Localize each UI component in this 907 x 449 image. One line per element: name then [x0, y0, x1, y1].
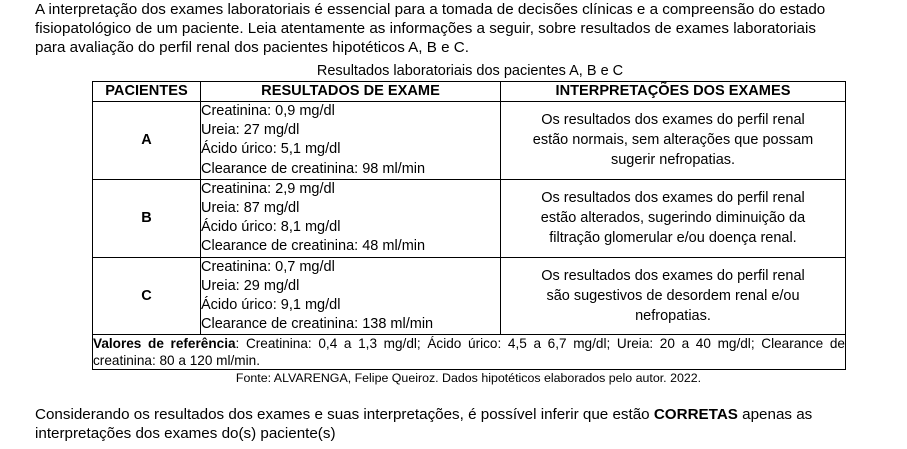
- results-cell: [201, 257, 501, 335]
- result-line: Clearance de creatinina: 48 ml/min: [201, 238, 426, 255]
- interpretation-line: sugerir nefropatias.: [610, 152, 736, 169]
- patient-label: C: [93, 257, 201, 335]
- interpretation-line: estão alterados, sugerindo diminuição da: [540, 210, 806, 227]
- interpretation-line: Os resultados dos exames do perfil renal: [541, 190, 805, 207]
- header-patients: PACIENTES: [93, 82, 201, 102]
- result-line: Ureia: 87 mg/dl: [201, 200, 300, 217]
- results-cell: [201, 179, 501, 257]
- result-line: Clearance de creatinina: 138 ml/min: [201, 316, 434, 333]
- question-text: [35, 405, 895, 443]
- question-emphasis: CORRETAS: [653, 406, 738, 423]
- result-line: Creatinina: 0,9 mg/dl: [201, 103, 335, 119]
- header-interpretations: INTERPRETAÇÕES DOS EXAMES: [501, 82, 846, 102]
- interpretation-cell: [501, 257, 846, 335]
- interpretation-cell: [501, 102, 846, 180]
- question-line: [35, 405, 895, 424]
- header-results: RESULTADOS DE EXAME: [201, 82, 501, 102]
- results-cell: [201, 102, 501, 180]
- reference-values-row: [93, 335, 846, 370]
- reference-text: : Creatinina: 0,4 a 1,3 mg/dl; Ácido úrico: 4,5 a 6,7 mg/dl; Ureia: 20 a 40 mg/dl; Clearance de creatinina: 80 a 120 ml/min.: [93, 336, 845, 369]
- patient-label: B: [93, 179, 201, 257]
- table-row-patient-c: [93, 257, 846, 335]
- result-line: Clearance de creatinina: 98 ml/min: [201, 160, 426, 177]
- question-before: Considerando os resultados dos exames e suas interpretações, é possível inferir que estão: [35, 406, 654, 423]
- table-row-patient-b: [93, 179, 846, 257]
- table-header-row: [93, 82, 846, 102]
- intro-line: fisiopatológico de um paciente. Leia atentamente as informações a seguir, sobre resultados de exames laboratoriais: [35, 20, 816, 37]
- intro-paragraph: [35, 0, 895, 57]
- result-line: Ureia: 27 mg/dl: [201, 122, 300, 139]
- table-source: Fonte: ALVARENGA, Felipe Queiroz. Dados hipotéticos elaborados pelo autor. 2022.: [235, 371, 702, 385]
- reference-label: Valores de referência: [93, 336, 236, 352]
- result-line: Ácido úrico: 9,1 mg/dl: [201, 297, 341, 314]
- interpretation-line: filtração glomerular e/ou doença renal.: [549, 230, 797, 247]
- lab-results-table: [92, 81, 846, 370]
- result-line: Creatinina: 0,7 mg/dl: [201, 258, 335, 275]
- intro-line: para avaliação do perfil renal dos pacientes hipotéticos A, B e C.: [35, 39, 469, 56]
- question-line-2: interpretações dos exames do(s) paciente(s): [35, 425, 336, 442]
- interpretation-line: estão normais, sem alterações que possam: [532, 132, 814, 149]
- patient-label: A: [93, 102, 201, 180]
- result-line: Creatinina: 2,9 mg/dl: [201, 180, 335, 197]
- interpretation-line: Os resultados dos exames do perfil renal: [541, 268, 805, 285]
- table-caption: Resultados laboratoriais dos pacientes A, B e C: [316, 63, 624, 79]
- reference-values: [93, 335, 846, 370]
- interpretation-line: Os resultados dos exames do perfil renal: [541, 112, 805, 129]
- question-after: apenas as: [737, 406, 813, 423]
- intro-line: A interpretação dos exames laboratoriais é essencial para a tomada de decisões clínicas e a compreensão do estado: [35, 1, 826, 18]
- table-row-patient-a: [93, 102, 846, 180]
- interpretation-cell: [501, 179, 846, 257]
- interpretation-line: são sugestivos de desordem renal e/ou: [546, 288, 800, 305]
- interpretation-line: nefropatias.: [635, 308, 711, 325]
- result-line: Ureia: 29 mg/dl: [201, 277, 300, 294]
- result-line: Ácido úrico: 5,1 mg/dl: [201, 141, 341, 158]
- result-line: Ácido úrico: 8,1 mg/dl: [201, 219, 341, 236]
